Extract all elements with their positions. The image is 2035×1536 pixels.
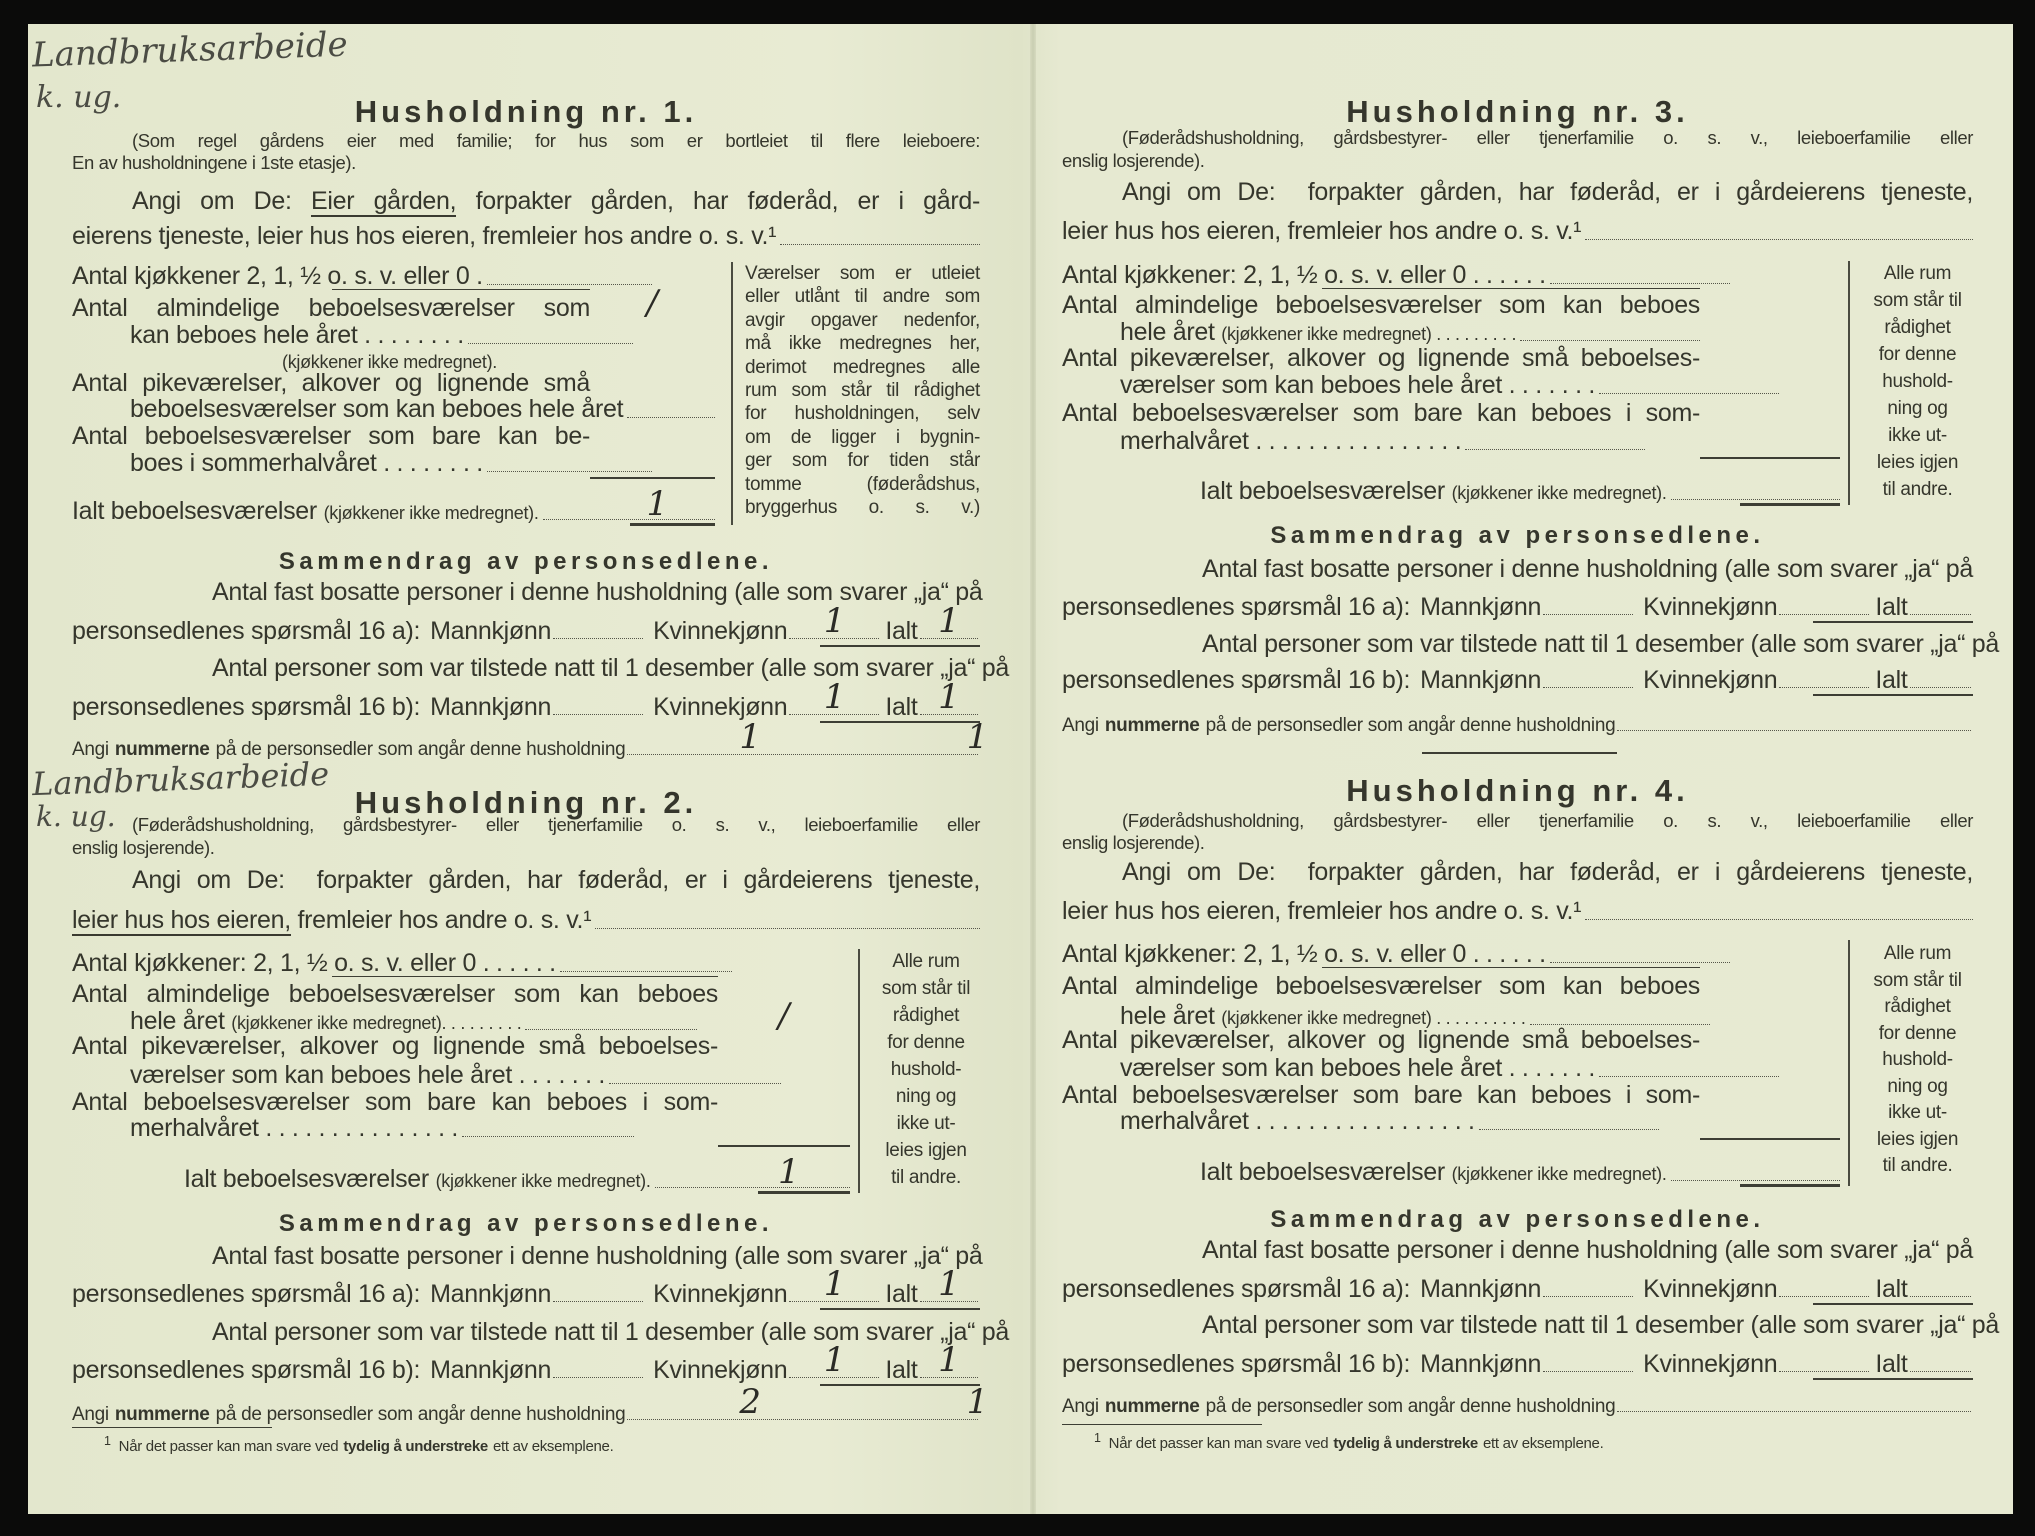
summary-question-text: Antal personer som var tilstede natt til 1 desember (alle som svarer „ja“ på	[1202, 630, 1999, 658]
summary-question-text: Antal fast bosatte personer i denne husholdning (alle som svarer „ja“ på	[1202, 555, 1973, 583]
schedule-numbers-label-bold: nummerne	[1104, 1396, 1200, 1417]
kitchen-options-underline	[1322, 288, 1700, 289]
angi-line	[132, 864, 980, 896]
instruction-note-line: leies igjen	[885, 1140, 967, 1161]
schedule-numbers-field	[627, 1382, 988, 1422]
row-label-note: (kjøkkener ikke medregnet) . . . . . . . . .	[1221, 324, 1517, 344]
schedule-numbers-label: på de personsedler som angår denne husholdning	[1205, 1396, 1616, 1417]
handwritten-initials-note: k. ug.	[36, 80, 122, 115]
question-16a-label: personsedlenes spørsmål 16 a):	[72, 1280, 421, 1308]
answer-field	[462, 1135, 634, 1137]
row-label: Antal kjøkkener: 2, 1, ½ o. s. v. eller 0 . . . . . .	[1062, 940, 1546, 968]
summary-question-text: Antal fast bosatte personer i denne husholdning (alle som svarer „ja“ på	[212, 1242, 983, 1270]
footnote-text-bold: tydelig å understreke	[343, 1438, 488, 1455]
instruction-note-line: rådighet	[892, 1005, 960, 1026]
schedule-numbers-field	[1617, 706, 1971, 731]
kitchen-options-underline	[332, 976, 718, 977]
answer-field	[543, 518, 715, 520]
angi-line	[132, 185, 980, 217]
schedule-numbers-label: på de personsedler som angår denne husholdning	[215, 739, 626, 760]
row-label: Antal almindelige beboelsesværelser som kan beboes	[1062, 291, 1700, 319]
angi-text-segment: Angi om De:	[132, 187, 311, 215]
room-count-row	[1062, 259, 1840, 291]
row-label: hele året	[130, 1007, 232, 1035]
instruction-note-line: hushold-	[1882, 371, 1953, 392]
male-count-field	[1543, 1347, 1633, 1372]
female-count-field	[789, 601, 879, 641]
household-intro-line: En av husholdningene i 1ste etasje).	[72, 152, 356, 173]
footnote-mark: 1	[104, 1434, 111, 1448]
summary-count-row	[72, 1264, 980, 1309]
row-label: Antal pikeværelser, alkover og lignende små beboelses-	[1062, 344, 1700, 372]
summary-question-text: Antal personer som var tilstede natt til 1 desember (alle som svarer „ja“ på	[212, 654, 1009, 682]
instruction-note-line: ikke ut-	[1888, 1102, 1947, 1123]
female-label: Kvinnekjønn	[653, 693, 788, 721]
answer-blank-dotted	[1585, 238, 1973, 240]
room-count-row	[72, 1030, 718, 1062]
room-count-row	[1120, 425, 1840, 457]
row-label: Antal beboelsesværelser som bare kan beboes i som-	[1062, 399, 1700, 427]
household-title: Husholdning nr. 1.	[354, 94, 698, 129]
summary-count-row	[1062, 590, 1973, 622]
summary-count-row	[72, 1340, 980, 1385]
angi-text-segment: fremleier hos andre o. s. v.¹	[290, 906, 592, 934]
female-label: Kvinnekjønn	[653, 617, 788, 645]
household-intro-line: (Føderådshusholdning, gårdsbestyrer- eller tjenerfamilie o. s. v., leieboerfamilie eller	[1122, 810, 1973, 831]
instruction-note-line: ning og	[895, 1086, 957, 1107]
row-label: Antal almindelige beboelsesværelser som	[72, 294, 590, 322]
female-count-field	[1779, 1347, 1869, 1372]
footnote-text-bold: tydelig å understreke	[1333, 1435, 1478, 1452]
answer-field	[1550, 961, 1730, 963]
household-intro-line: enslig losjerende).	[1062, 832, 1205, 853]
answer-field	[487, 283, 652, 285]
row-label-note: (kjøkkener ikke medregnet) . . . . . . . . . .	[1221, 1008, 1526, 1028]
total-count-value: 1	[938, 1340, 960, 1380]
answer-field	[560, 970, 732, 972]
female-count-value: 1	[823, 601, 846, 641]
total-label: Ialt	[1875, 1275, 1908, 1303]
female-count-field	[789, 1264, 879, 1304]
brace-bracket	[858, 949, 860, 1193]
page-fold	[1030, 24, 1036, 1514]
kitchen-options-underline	[1322, 967, 1700, 968]
female-count-value: 1	[823, 1264, 846, 1304]
instruction-note-line: Alle rum	[892, 951, 960, 972]
total-count-underline	[820, 1384, 980, 1386]
summary-heading: Sammendrag av personsedlene.	[1270, 1206, 1765, 1233]
answer-field	[1599, 392, 1779, 394]
household-title: Husholdning nr. 3.	[1346, 94, 1689, 129]
instruction-note-line: som står til	[1873, 290, 1962, 311]
total-label: Ialt	[1875, 593, 1908, 621]
total-underline	[1740, 503, 1840, 506]
footnote-mark: 1	[1094, 1431, 1101, 1445]
instruction-note-line: om de ligger i bygnin-	[745, 426, 980, 448]
female-count-field	[1779, 663, 1869, 688]
answer-field	[1671, 1179, 1840, 1181]
answer-field	[1550, 282, 1730, 284]
question-16b-label: personsedlenes spørsmål 16 b):	[72, 693, 421, 721]
answer-field	[487, 470, 652, 472]
row-label-note: (kjøkkener ikke medregnet).	[1451, 483, 1667, 503]
female-label: Kvinnekjønn	[1643, 666, 1778, 694]
angi-text	[1062, 895, 1581, 927]
question-16a-label: personsedlenes spørsmål 16 a):	[1062, 593, 1411, 621]
summary-heading: Sammendrag av personsedlene.	[278, 1210, 774, 1237]
row-label: merhalvåret . . . . . . . . . . . . . . . . .	[1120, 1107, 1475, 1135]
summary-heading: Sammendrag av personsedlene.	[1270, 522, 1765, 549]
household-intro-line: enslig losjerende).	[1062, 150, 1205, 171]
schedule-numbers-label: Angi	[1062, 1396, 1099, 1417]
schedule-numbers-label: på de personsedler som angår denne husholdning	[215, 1404, 626, 1425]
total-count-underline	[1813, 1303, 1973, 1305]
row-label-note: (kjøkkener ikke medregnet). . . . . . . . .	[231, 1013, 522, 1033]
female-label: Kvinnekjønn	[653, 1356, 788, 1384]
row-label-note: (kjøkkener ikke medregnet).	[1451, 1164, 1667, 1184]
female-count-field	[789, 677, 879, 717]
instruction-note-line: avgir opgaver nedenfor,	[745, 309, 980, 331]
row-label: værelser som kan beboes hele året . . . . . . .	[130, 1061, 606, 1089]
brace-bracket	[731, 262, 733, 525]
total-count-field	[920, 1264, 978, 1304]
row-label: merhalvåret . . . . . . . . . . . . . . . .	[1120, 427, 1462, 455]
total-underline	[630, 523, 715, 526]
instruction-note-line: ikke ut-	[1888, 425, 1947, 446]
male-count-field	[553, 1353, 643, 1378]
instruction-note-line: leies igjen	[1876, 452, 1959, 473]
total-count-field	[1910, 1272, 1971, 1297]
instruction-note-line: til andre.	[1882, 1155, 1953, 1176]
row-label: Antal pikeværelser, alkover og lignende små beboelses-	[1062, 1026, 1700, 1054]
answer-field	[1465, 448, 1645, 450]
angi-line	[1122, 856, 1973, 888]
summary-count-row	[72, 677, 980, 722]
handwritten-occupation-note: Landbruksarbeide	[31, 24, 349, 76]
instruction-note-line: Værelser som er utleiet	[745, 263, 980, 284]
sum-rule	[1700, 457, 1840, 459]
schedule-numbers-field	[1617, 1387, 1971, 1412]
angi-line	[1062, 895, 1973, 927]
schedule-numbers-end-value: 1	[966, 717, 988, 757]
sum-rule	[590, 477, 715, 479]
sum-rule	[718, 1145, 850, 1147]
schedule-numbers-label-bold: nummerne	[114, 739, 210, 760]
angi-text	[72, 220, 776, 252]
answer-blank-dotted	[595, 927, 980, 929]
schedule-numbers-field	[627, 717, 988, 757]
total-count-underline	[1813, 694, 1973, 696]
answer-field	[655, 1186, 850, 1188]
female-label: Kvinnekjønn	[1643, 1275, 1778, 1303]
male-label: Mannkjønn	[1420, 1350, 1542, 1378]
angi-text-segment: leier hus hos eieren, fremleier hos andre o. s. v.¹	[1062, 897, 1582, 925]
row-label: Antal beboelsesværelser som bare kan be-	[72, 422, 590, 450]
row-label: boes i sommerhalvåret . . . . . . . .	[130, 449, 483, 477]
handwritten-initials-note: k. ug.	[36, 800, 116, 833]
total-label: Ialt	[885, 1356, 918, 1384]
summary-question-text: Antal personer som var tilstede natt til 1 desember (alle som svarer „ja“ på	[212, 1318, 1009, 1346]
instruction-note-line: eller utlånt til andre som	[745, 286, 980, 308]
household-title: Husholdning nr. 2.	[354, 785, 698, 820]
angi-line	[1122, 176, 1973, 208]
instruction-note-line: ikke ut-	[896, 1113, 956, 1134]
female-count-field	[789, 1340, 879, 1380]
summary-count-row	[1062, 663, 1973, 695]
total-count-underline	[820, 645, 980, 647]
summary-count-row	[1062, 1272, 1973, 1304]
row-label: værelser som kan beboes hele året . . . . . . .	[1120, 371, 1596, 399]
row-label: Antal beboelsesværelser som bare kan beboes i som-	[1062, 1081, 1700, 1109]
summary-count-row	[1062, 1347, 1973, 1379]
angi-text-segment: Angi om De: forpakter gården, har føderåd, er i gårdeierens tjeneste,	[1122, 858, 1973, 886]
household-divider	[1422, 752, 1617, 754]
row-label: Antal beboelsesværelser som bare kan beboes i som-	[72, 1088, 718, 1116]
summary-question-text: Antal personer som var tilstede natt til 1 desember (alle som svarer „ja“ på	[1202, 1311, 1999, 1339]
household-intro-line: enslig losjerende).	[72, 837, 215, 858]
footnote-text: ett av eksemplene.	[1482, 1435, 1604, 1452]
instruction-note-line: som står til	[881, 978, 971, 999]
instruction-note-line: derimot medregnes alle	[745, 356, 980, 378]
male-label: Mannkjønn	[430, 693, 552, 721]
answer-field	[1599, 1075, 1779, 1077]
room-count-row	[72, 260, 715, 292]
handwritten-total: 1	[646, 484, 669, 524]
total-count-value: 1	[938, 601, 960, 641]
male-label: Mannkjønn	[430, 1280, 552, 1308]
total-label: Ialt	[1875, 666, 1908, 694]
room-count-row	[130, 447, 715, 479]
handwritten-total: 1	[778, 1152, 800, 1192]
answer-field	[1479, 1128, 1659, 1130]
total-count-field	[920, 1340, 978, 1380]
footnote	[1094, 1422, 2005, 1454]
row-label: Antal almindelige beboelsesværelser som kan beboes	[1062, 972, 1700, 1000]
row-label: værelser som kan beboes hele året . . . . . . .	[1120, 1054, 1596, 1082]
row-label-note: (kjøkkener ikke medregnet).	[435, 1171, 651, 1191]
row-label: Antal kjøkkener: 2, 1, ½ o. s. v. eller 0 . . . . . .	[1062, 261, 1546, 289]
angi-text-segment: eierens tjeneste, leier hus hos eieren, fremleier hos andre o. s. v.¹	[72, 222, 777, 250]
male-count-field	[1543, 590, 1633, 615]
instruction-note-line: rådighet	[1884, 996, 1951, 1017]
schedule-numbers-value: 1	[739, 717, 761, 757]
total-count-field	[1910, 663, 1971, 688]
angi-text-segment: Angi om De: forpakter gården, har føderåd, er i gårdeierens tjeneste,	[1122, 178, 1973, 206]
schedule-numbers-label-bold: nummerne	[114, 1404, 210, 1425]
schedule-numbers-label: Angi	[1062, 715, 1099, 736]
male-count-field	[1543, 663, 1633, 688]
instruction-note-line: må ikke medregnes her,	[745, 333, 980, 355]
instruction-note-line: til andre.	[891, 1167, 961, 1188]
schedule-numbers-value: 2	[739, 1382, 761, 1422]
brace-bracket	[1848, 940, 1850, 1186]
angi-line	[72, 220, 980, 252]
total-count-field	[920, 601, 978, 641]
handwritten-answer: /	[646, 283, 658, 323]
instruction-note-line: for denne	[1878, 344, 1957, 365]
total-count-value: 1	[938, 677, 960, 717]
total-count-field	[920, 677, 978, 717]
question-16b-label: personsedlenes spørsmål 16 b):	[1062, 1350, 1411, 1378]
total-count-underline	[1813, 621, 1973, 623]
instruction-note-line: ning og	[1887, 398, 1948, 419]
total-count-field	[1910, 590, 1971, 615]
schedule-numbers-row	[72, 1382, 988, 1427]
summary-question-text: Antal fast bosatte personer i denne husholdning (alle som svarer „ja“ på	[212, 578, 983, 606]
total-underline	[1740, 1184, 1840, 1187]
female-count-field	[1779, 590, 1869, 615]
angi-text	[1062, 215, 1581, 247]
schedule-numbers-row	[1062, 1387, 1973, 1419]
row-label: hele året	[1120, 1002, 1222, 1030]
total-count-field	[1910, 1347, 1971, 1372]
schedule-numbers-label: på de personsedler som angår denne husholdning	[1205, 715, 1616, 736]
household-title: Husholdning nr. 4.	[1346, 773, 1689, 808]
instruction-note-line: rum som står til rådighet	[745, 380, 980, 401]
female-count-value: 1	[823, 677, 846, 717]
row-label-note: (kjøkkener ikke medregnet).	[323, 503, 539, 523]
answer-field	[1520, 339, 1700, 341]
handwritten-occupation-note: Landbruksarbeide	[31, 754, 330, 804]
instruction-note-line: leies igjen	[1876, 1128, 1959, 1150]
summary-question-text: Antal fast bosatte personer i denne husholdning (alle som svarer „ja“ på	[1202, 1236, 1973, 1264]
household-intro-line: (Som regel gårdens eier med familie; for hus som er bortleiet til flere leieboere:	[132, 130, 980, 151]
instruction-note-line: rådighet	[1884, 317, 1951, 338]
male-count-field	[553, 690, 643, 715]
total-label: Ialt	[1875, 1350, 1908, 1378]
instruction-note-line: ning og	[1887, 1075, 1948, 1097]
household-intro-line: (Føderådshusholdning, gårdsbestyrer- eller tjenerfamilie o. s. v., leieboerfamilie eller	[132, 814, 980, 835]
total-count-value: 1	[938, 1264, 960, 1304]
room-count-row	[1062, 938, 1840, 970]
instruction-note-line: ger som for tiden står	[745, 450, 980, 472]
instruction-note-line: bryggerhus o. s. v.)	[745, 497, 980, 518]
row-label: Ialt beboelsesværelser	[1200, 1158, 1452, 1186]
row-label: kan beboes hele året . . . . . . . .	[130, 321, 464, 349]
total-underline	[758, 1191, 850, 1194]
row-label: hele året	[1120, 318, 1222, 346]
underlined-answer: leier hus hos eieren,	[72, 906, 291, 934]
total-count-underline	[820, 1308, 980, 1310]
summary-count-row	[72, 601, 980, 646]
schedule-numbers-label: Angi	[72, 739, 109, 760]
schedule-numbers-row	[72, 717, 988, 762]
footnote	[104, 1425, 1012, 1457]
room-count-row	[72, 947, 850, 979]
angi-text	[72, 904, 591, 936]
kitchen-options-underline	[332, 289, 590, 290]
sum-rule	[1700, 1138, 1840, 1140]
footnote-text: Når det passer kan man svare ved	[118, 1438, 339, 1455]
angi-line	[72, 904, 980, 936]
row-label: Ialt beboelsesværelser	[1200, 477, 1452, 505]
answer-field	[627, 416, 715, 418]
instruction-note-line: hushold-	[1882, 1049, 1953, 1070]
row-label: merhalvåret . . . . . . . . . . . . . . .	[130, 1114, 459, 1142]
schedule-numbers-label: Angi	[72, 1404, 109, 1425]
row-label: Antal kjøkkener: 2, 1, ½ o. s. v. eller 0 . . . . . .	[72, 949, 556, 977]
instruction-note-line: Alle rum	[1883, 943, 1952, 964]
brace-bracket	[1848, 261, 1850, 505]
angi-text-segment: Angi om De: forpakter gården, har føderåd, er i gårdeierens tjeneste,	[132, 866, 980, 894]
female-count-field	[1779, 1272, 1869, 1297]
angi-line	[1062, 215, 1973, 247]
row-label: Ialt beboelsesværelser	[184, 1165, 436, 1193]
total-label: Ialt	[885, 693, 918, 721]
row-label-note: (kjøkkener ikke medregnet).	[282, 352, 497, 372]
male-label: Mannkjønn	[1420, 1275, 1542, 1303]
instruction-note-line: som står til	[1873, 969, 1962, 991]
total-rooms-row	[72, 495, 715, 527]
schedule-numbers-end-value: 1	[966, 1382, 988, 1422]
instruction-note-line: for husholdningen, selv	[745, 403, 980, 425]
room-count-row	[130, 1112, 850, 1144]
footnote-text: Når det passer kan man svare ved	[1108, 1435, 1329, 1452]
male-label: Mannkjønn	[430, 617, 552, 645]
answer-blank-dotted	[1585, 918, 1973, 920]
row-label: beboelsesværelser som kan beboes hele året	[130, 395, 624, 423]
answer-field	[609, 1082, 781, 1084]
question-16a-label: personsedlenes spørsmål 16 a):	[72, 617, 421, 645]
male-label: Mannkjønn	[1420, 593, 1542, 621]
male-count-field	[553, 1277, 643, 1302]
room-count-row	[1062, 970, 1700, 1002]
room-count-row	[1120, 1105, 1840, 1137]
female-label: Kvinnekjønn	[1643, 593, 1778, 621]
instruction-note-line: for denne	[1878, 1022, 1957, 1044]
question-16b-label: personsedlenes spørsmål 16 b):	[72, 1356, 421, 1384]
total-count-underline	[1813, 1378, 1973, 1380]
angi-text-segment: forpakter gården, har føderåd, er i gård-	[456, 187, 980, 215]
row-label: Ialt beboelsesværelser	[72, 497, 324, 525]
row-label: Antal almindelige beboelsesværelser som kan beboes	[72, 980, 718, 1008]
instruction-note-line: for denne	[887, 1032, 965, 1053]
summary-heading: Sammendrag av personsedlene.	[278, 548, 774, 575]
female-label: Kvinnekjønn	[1643, 1350, 1778, 1378]
underlined-answer: Eier gården,	[310, 187, 457, 215]
male-count-field	[553, 614, 643, 639]
row-label: Antal pikeværelser, alkover og lignende små beboelses-	[72, 1032, 718, 1060]
answer-field	[1671, 498, 1840, 500]
household-intro-line: (Føderådshusholdning, gårdsbestyrer- eller tjenerfamilie o. s. v., leieboerfamilie eller	[1122, 127, 1973, 148]
instruction-note-line: hushold-	[890, 1059, 962, 1080]
total-count-underline	[820, 721, 980, 723]
instruction-note-line: til andre.	[1882, 479, 1953, 500]
instruction-note-line: tomme (føderådshus,	[745, 473, 980, 495]
question-16a-label: personsedlenes spørsmål 16 a):	[1062, 1275, 1411, 1303]
schedule-numbers-label-bold: nummerne	[1104, 715, 1200, 736]
angi-text-segment: leier hus hos eieren, fremleier hos andre o. s. v.¹	[1062, 217, 1582, 245]
total-rooms-row	[184, 1163, 850, 1195]
question-16b-label: personsedlenes spørsmål 16 b):	[1062, 666, 1411, 694]
total-label: Ialt	[885, 617, 918, 645]
handwritten-answer: /	[778, 996, 790, 1036]
footnote-text: ett av eksemplene.	[492, 1438, 614, 1455]
row-label: Antal pikeværelser, alkover og lignende små	[72, 369, 590, 397]
answer-blank-dotted	[780, 243, 980, 245]
schedule-numbers-row	[1062, 706, 1973, 738]
male-label: Mannkjønn	[1420, 666, 1542, 694]
row-label: Antal kjøkkener 2, 1, ½ o. s. v. eller 0 .	[72, 262, 483, 290]
female-label: Kvinnekjønn	[653, 1280, 788, 1308]
instruction-note-line: Alle rum	[1883, 263, 1952, 284]
female-count-value: 1	[823, 1340, 846, 1380]
male-label: Mannkjønn	[430, 1356, 552, 1384]
male-count-field	[1543, 1272, 1633, 1297]
total-label: Ialt	[885, 1280, 918, 1308]
